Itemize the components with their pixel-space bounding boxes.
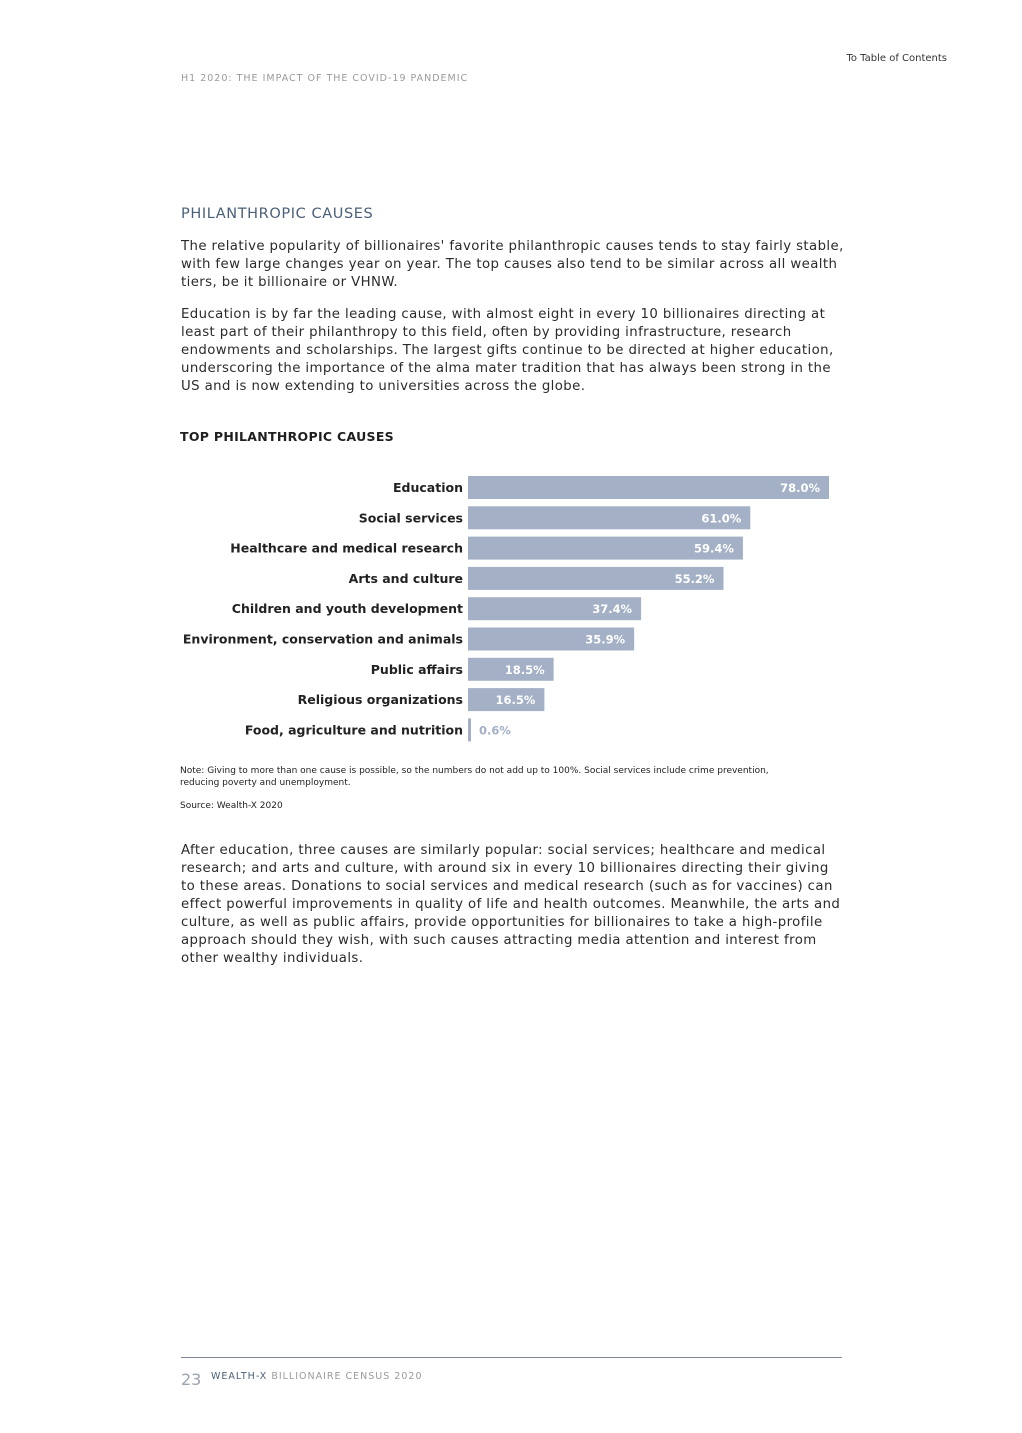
chart-source: Source: Wealth-X 2020 — [180, 801, 283, 811]
category-label: Children and youth development — [231, 601, 463, 617]
value-label: 16.5% — [495, 693, 536, 708]
causes-paragraph: After education, three causes are similarly popular: social services; healthcare and medical research; and arts and culture, with around six in every 10 billionaires directing their giving to these areas. Donations to social services and medical research (such as for vaccines) can effect powerful improvements in quality of life and health outcomes. Meanwhile, the arts and culture, as well as public affairs, provide opportunities for billionaires to take a high-profile approach should they wish, with such causes attracting media attention and interest from other wealthy individuals. — [181, 843, 841, 966]
category-label: Social services — [358, 510, 463, 526]
value-label: 61.0% — [701, 511, 742, 526]
value-label: 35.9% — [585, 632, 626, 647]
footer-publication-title: BILLIONAIRE CENSUS 2020 — [267, 1371, 423, 1382]
chart-title: TOP PHILANTHROPIC CAUSES — [180, 429, 394, 444]
intro-paragraph: The relative popularity of billionaires' favorite philanthropic causes tends to stay fairly stable, with few large changes year on year. The top causes also tend to be similar across all wealth tiers, be it billionaire or VHNW. — [181, 239, 844, 290]
category-label: Education — [393, 480, 463, 495]
footer-publication — [211, 1371, 422, 1382]
chart-note: Note: Giving to more than one cause is possible, so the numbers do not add up to 100%. Social services include crime prevention, reducing poverty and unemployment. — [180, 766, 769, 788]
value-label: 78.0% — [780, 481, 820, 495]
section-title: PHILANTHROPIC CAUSES — [181, 206, 374, 222]
value-label: 59.4% — [694, 541, 734, 556]
category-label: Environment, conservation and animals — [182, 631, 463, 647]
page-number: 23 — [181, 1370, 202, 1389]
running-header: H1 2020: THE IMPACT OF THE COVID-19 PANDEMIC — [181, 73, 469, 84]
value-label: 55.2% — [674, 571, 715, 586]
education-paragraph: Education is by far the leading cause, with almost eight in every 10 billionaires directing at least part of their philanthropy to this field, often by providing infrastructure, research endowments and scholarships. The largest gifts continue to be directed at higher education, underscoring the importance of the alma mater tradition that has always been strong in the US and is now extending to universities across the globe. — [181, 307, 834, 394]
category-label: Food, agriculture and nutrition — [244, 722, 463, 738]
bar-9 — [468, 718, 471, 741]
value-label: 37.4% — [592, 602, 633, 617]
category-label: Arts and culture — [348, 570, 463, 586]
footer-divider — [181, 1357, 842, 1358]
footer-brand: WEALTH-X — [211, 1371, 268, 1382]
value-label: 18.5% — [504, 662, 545, 677]
table-of-contents-link[interactable]: To Table of Contents — [846, 53, 947, 64]
bar-1 — [468, 476, 829, 499]
category-label: Healthcare and medical research — [230, 540, 463, 556]
category-label: Religious organizations — [297, 692, 463, 708]
philanthropic-causes-bar-chart — [180, 470, 840, 750]
category-label: Public affairs — [370, 661, 463, 677]
value-label: 0.6% — [479, 723, 511, 738]
